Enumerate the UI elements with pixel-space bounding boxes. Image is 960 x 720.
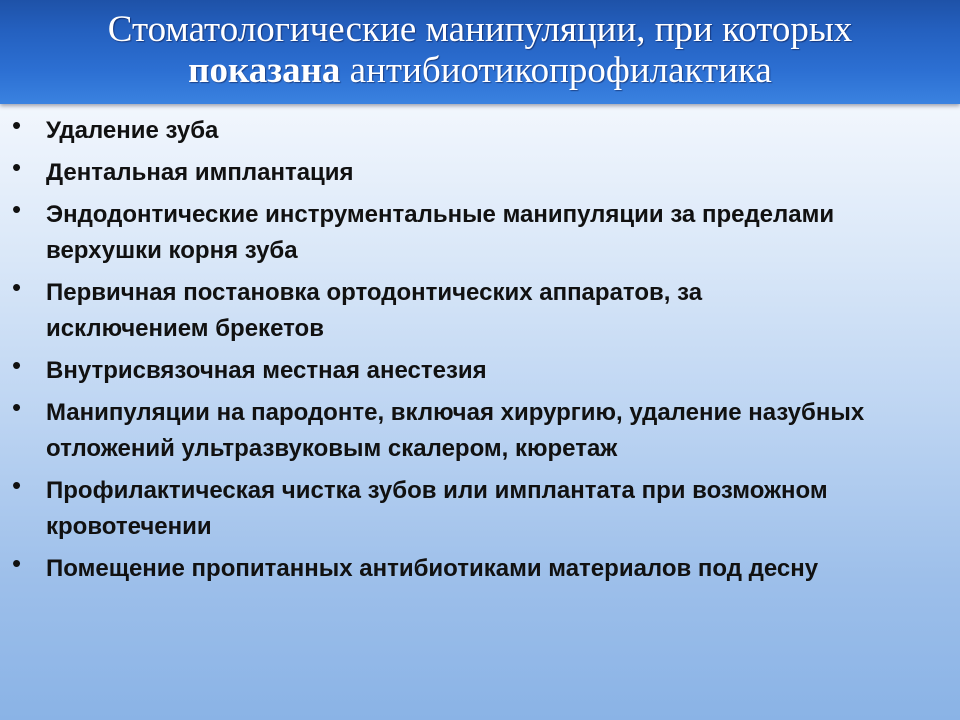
bullet-icon: •	[12, 350, 22, 380]
list-item-text: Профилактическая чистка зубов или имплантата при возможном	[46, 477, 828, 504]
list-item	[0, 152, 960, 191]
slide-title-line-2-rest: антибиотикопрофилактика	[340, 50, 772, 91]
bullet-icon: •	[12, 110, 22, 140]
list-item-text-continuation: отложений ультразвуковым скалером, кюретаж	[46, 435, 618, 462]
bullet-icon: •	[12, 548, 22, 578]
list-item	[0, 194, 960, 269]
list-item	[0, 350, 960, 389]
list-item-text: Первичная постановка ортодонтических аппаратов, за	[46, 279, 703, 306]
list-item-text: Внутрисвязочная местная анестезия	[46, 357, 487, 384]
list-item	[0, 392, 960, 467]
bullet-icon: •	[12, 272, 22, 302]
slide-title-emphasis: показана	[188, 50, 341, 91]
list-item-text: Эндодонтические инструментальные манипуляции за пределами	[46, 201, 835, 228]
title-banner	[0, 0, 960, 104]
list-item-text-continuation: исключением брекетов	[46, 315, 324, 342]
bullet-icon: •	[12, 152, 22, 182]
bullet-list	[0, 110, 960, 593]
slide-title-line-1: Стоматологические манипуляции, при которых	[107, 9, 853, 50]
bullet-icon: •	[12, 470, 22, 500]
list-item-text: Манипуляции на пародонте, включая хирургию, удаление назубных	[46, 399, 865, 426]
slide-title-line-2	[0, 50, 960, 91]
list-item-text-continuation: верхушки корня зуба	[46, 237, 298, 264]
list-item	[0, 110, 960, 149]
list-item-text: Дентальная имплантация	[46, 159, 354, 186]
list-item-text-continuation: кровотечении	[46, 513, 212, 540]
list-item-text: Удаление зуба	[46, 117, 219, 144]
list-item	[0, 548, 960, 587]
list-item	[0, 470, 960, 545]
list-item	[0, 272, 960, 347]
slide-title	[0, 9, 960, 91]
bullet-icon: •	[12, 194, 22, 224]
list-item-text: Помещение пропитанных антибиотиками материалов под десну	[46, 555, 819, 582]
bullet-icon: •	[12, 392, 22, 422]
